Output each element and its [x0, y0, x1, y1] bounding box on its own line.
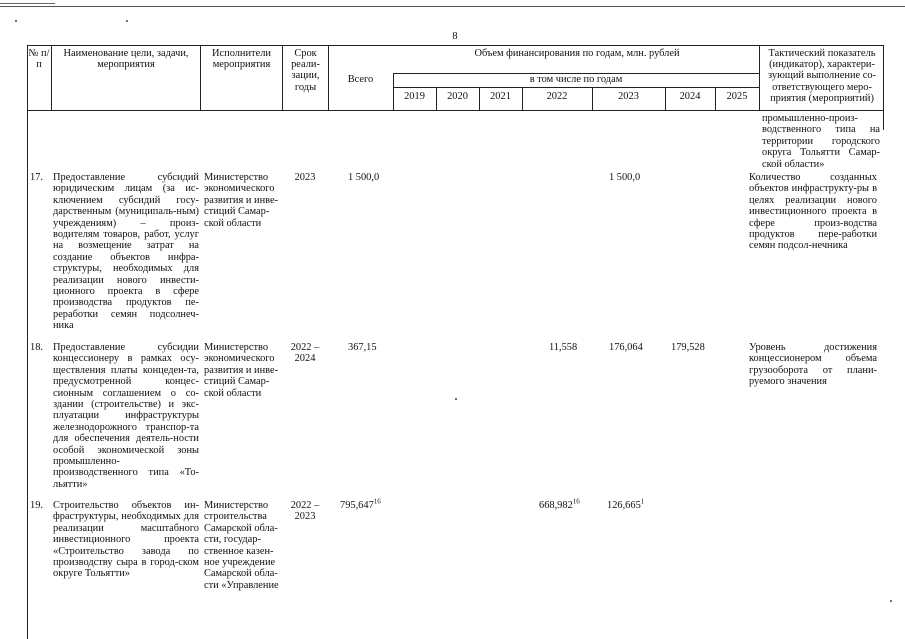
row-term: 2022 – 2023 — [290, 500, 320, 523]
scan-speck — [890, 600, 892, 602]
header-name: Наименование цели, задачи, мероприятия — [63, 48, 189, 71]
header-year-2020: 2020 — [447, 91, 468, 102]
row-name: Предоставление субсидий юридическим лицам (за ис-ключением субсидий госу-дарственным (муниципаль-ным) учреждениям) – произ-водителям товаров, работ, услуг на возмещение затрат на создание объектов инфра-структуры, необходимых для реализации нового инвести-ционного проекта в сфере производства продуктов пе-реработки семян подсолнеч-ника — [53, 172, 199, 332]
scan-edge-line — [0, 6, 905, 7]
header-num: № п/п — [28, 48, 50, 71]
footnote-ref: 16 — [572, 497, 580, 506]
grid-col-line — [759, 45, 760, 110]
scan-edge-line — [0, 3, 55, 4]
row-number: 17. — [30, 172, 43, 183]
grid-col-line — [51, 45, 52, 110]
header-top-line — [27, 45, 883, 46]
row-total — [348, 172, 412, 183]
table-row — [27, 497, 883, 610]
row-number: 19. — [30, 500, 43, 511]
row-total — [340, 497, 412, 511]
footnote-ref: 1 — [640, 497, 645, 506]
header-year-2022: 2022 — [546, 91, 568, 102]
row-2023 — [609, 172, 669, 183]
row-indicator: Количество созданных объектов инфраструкту-ры в целях реализации нового инвестиционного проекта в сфере произ-водства продуктов пере-работки семян подсол-нечника — [749, 172, 877, 252]
page-number: 8 — [452, 31, 458, 42]
row-name: Строительство объектов ин-фраструктуры, необходимых для реализации масштабного инвестиционного проекта «Строительство завода по производству сыра в город-ском округе Тольятти» — [53, 500, 199, 580]
row-total-value: 795,647 — [340, 500, 374, 511]
row-2022-value: 11,558 — [549, 342, 578, 353]
header-indicator: Тактический показатель (индикатор), характери-зующий выполнение со-ответствующего меро-приятия (мероприятий) — [767, 48, 877, 104]
table-row — [27, 172, 883, 340]
scan-speck — [15, 20, 17, 22]
row-number: 18. — [30, 342, 43, 353]
row-total-value: 367,15 — [348, 342, 377, 353]
header-year-2021: 2021 — [490, 91, 511, 102]
row-2024-value: 179,528 — [671, 342, 705, 353]
grid-col-line — [883, 45, 884, 130]
header-year-2023: 2023 — [618, 91, 639, 102]
header-bottom-line — [27, 110, 883, 111]
row-total — [348, 342, 412, 353]
footnote-ref: 16 — [373, 497, 381, 506]
row-executor: Министерство экономического развития и инве-стиций Самар-ской области — [204, 172, 279, 229]
row-2023-value: 176,064 — [609, 342, 643, 353]
header-term: Срок реали-зации, годы — [291, 48, 320, 93]
header-years-line — [393, 87, 759, 88]
table-row — [27, 342, 883, 500]
grid-col-line — [200, 45, 201, 110]
row-total-value: 1 500,0 — [348, 172, 380, 183]
row-name: Предоставление субсидии концессионеру в рамках осу-ществления платы концеден-та, предусмотренной концес-сионным соглашением о со-здании (строительстве) и экс-плуатации инфраструктуры железнодорожного транспор-та для обеспечения деятель-ности особой экономической зоны промышленно-производственного типа «То-льятти» — [53, 342, 199, 490]
header-year-2024: 2024 — [679, 91, 701, 102]
row-2023 — [609, 342, 669, 353]
carryover-indicator: промышленно-произ-водственного типа на территории городского округа Тольятти Самар-ской области» — [762, 113, 880, 170]
row-2022 — [539, 497, 609, 511]
row-indicator: Уровень достижения концессионером объема грузооборота от плани-руемого значения — [749, 342, 877, 388]
row-term: 2023 — [294, 172, 316, 183]
row-term: 2022 – 2024 — [290, 342, 320, 365]
header-total: Всего — [347, 74, 374, 85]
header-year-2025: 2025 — [726, 91, 748, 102]
header-executors: Исполнители мероприятия — [212, 48, 271, 71]
row-2024 — [671, 342, 731, 353]
row-2023-value: 126,665 — [607, 500, 641, 511]
header-including: в том числе по годам — [529, 74, 623, 85]
grid-col-line — [282, 45, 283, 110]
header-financing-title: Объем финансирования по годам, млн. рублей — [474, 48, 680, 59]
row-2023 — [607, 497, 669, 511]
row-executor: Министерство экономического развития и инве-стиций Самар-ской области — [204, 342, 279, 399]
row-executor: Министерство строительства Самарской обла-сти, государ-ственное казен-ное учреждение Самарской обла-сти «Управление — [204, 500, 279, 591]
scan-speck — [126, 20, 128, 22]
row-2023-value: 1 500,0 — [609, 172, 641, 183]
header-year-2019: 2019 — [404, 91, 425, 102]
row-2022 — [549, 342, 609, 353]
row-2022-value: 668,982 — [539, 500, 573, 511]
